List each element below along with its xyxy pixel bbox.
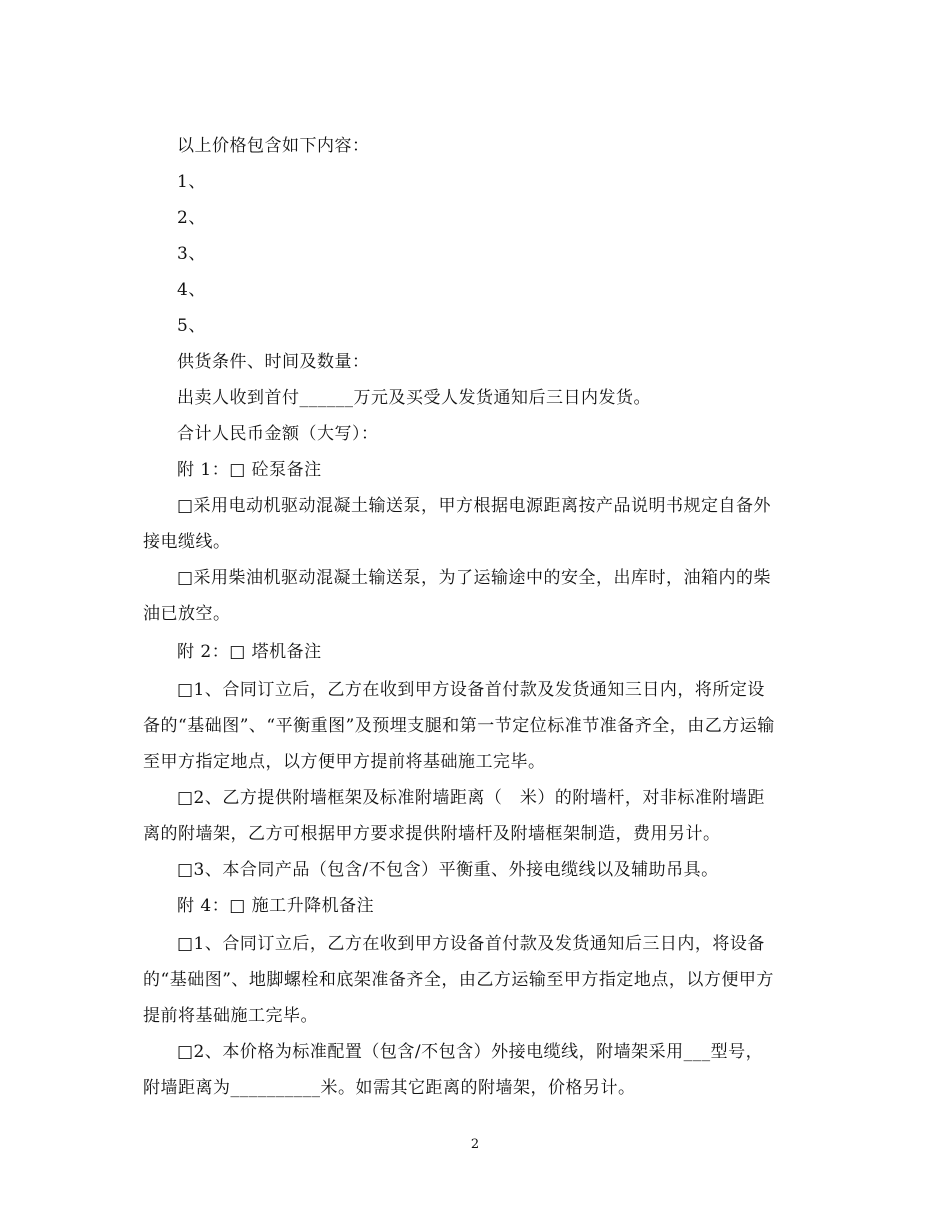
text-line: 离的附墙架，乙方可根据甲方要求提供附墙杆及附墙框架制造，费用另计。 xyxy=(143,824,721,844)
text-line: □1、合同订立后，乙方在收到甲方设备首付款及发货通知后三日内，将设备 xyxy=(177,934,765,954)
section-heading: 附 2：□ 塔机备注 xyxy=(177,642,322,662)
list-item: 5、 xyxy=(177,316,206,336)
text-line: □1、合同订立后，乙方在收到甲方设备首付款及发货通知三日内，将所定设 xyxy=(177,680,765,700)
text-line: 提前将基础施工完毕。 xyxy=(143,1006,318,1026)
text-line: 附墙距离为__________米。如需其它距离的附墙架，价格另计。 xyxy=(143,1078,636,1098)
text-line: 接电缆线。 xyxy=(143,532,231,552)
list-item: 1、 xyxy=(177,172,206,192)
list-item: 3、 xyxy=(177,244,206,264)
text-line: □2、本价格为标准配置（包含/不包含）外接电缆线，附墙架采用___型号， xyxy=(177,1042,764,1062)
list-item: 2、 xyxy=(177,208,206,228)
text-line: □采用电动机驱动混凝土输送泵，甲方根据电源距离按产品说明书规定自备外 xyxy=(177,496,772,516)
text-line: □2、乙方提供附墙框架及标准附墙距离（ 米）的附墙杆，对非标准附墙距 xyxy=(177,788,765,808)
text-line: 的“基础图”、地脚螺栓和底架准备齐全，由乙方运输至甲方指定地点，以方便甲方 xyxy=(143,970,774,990)
list-item: 4、 xyxy=(177,280,206,300)
text-line: 以上价格包含如下内容： xyxy=(177,136,370,156)
text-line: 出卖人收到首付______万元及买受人发货通知后三日内发货。 xyxy=(177,388,651,408)
text-line: 油已放空。 xyxy=(143,604,231,624)
section-heading: 附 4：□ 施工升降机备注 xyxy=(177,896,375,916)
text-line: 备的“基础图”、“平衡重图”及预埋支腿和第一节定位标准节准备齐全，由乙方运输 xyxy=(143,716,775,736)
page-number: 2 xyxy=(470,1137,480,1152)
text-line: 至甲方指定地点，以方便甲方提前将基础施工完毕。 xyxy=(143,752,546,772)
text-line: 合计人民币金额（大写）： xyxy=(177,424,379,444)
text-line: □3、本合同产品（包含/不包含）平衡重、外接电缆线以及辅助吊具。 xyxy=(177,860,719,880)
section-heading: 附 1：□ 砼泵备注 xyxy=(177,460,322,480)
text-line: □采用柴油机驱动混凝土输送泵，为了运输途中的安全，出库时，油箱内的柴 xyxy=(177,568,772,588)
text-line: 供货条件、时间及数量： xyxy=(177,352,370,372)
